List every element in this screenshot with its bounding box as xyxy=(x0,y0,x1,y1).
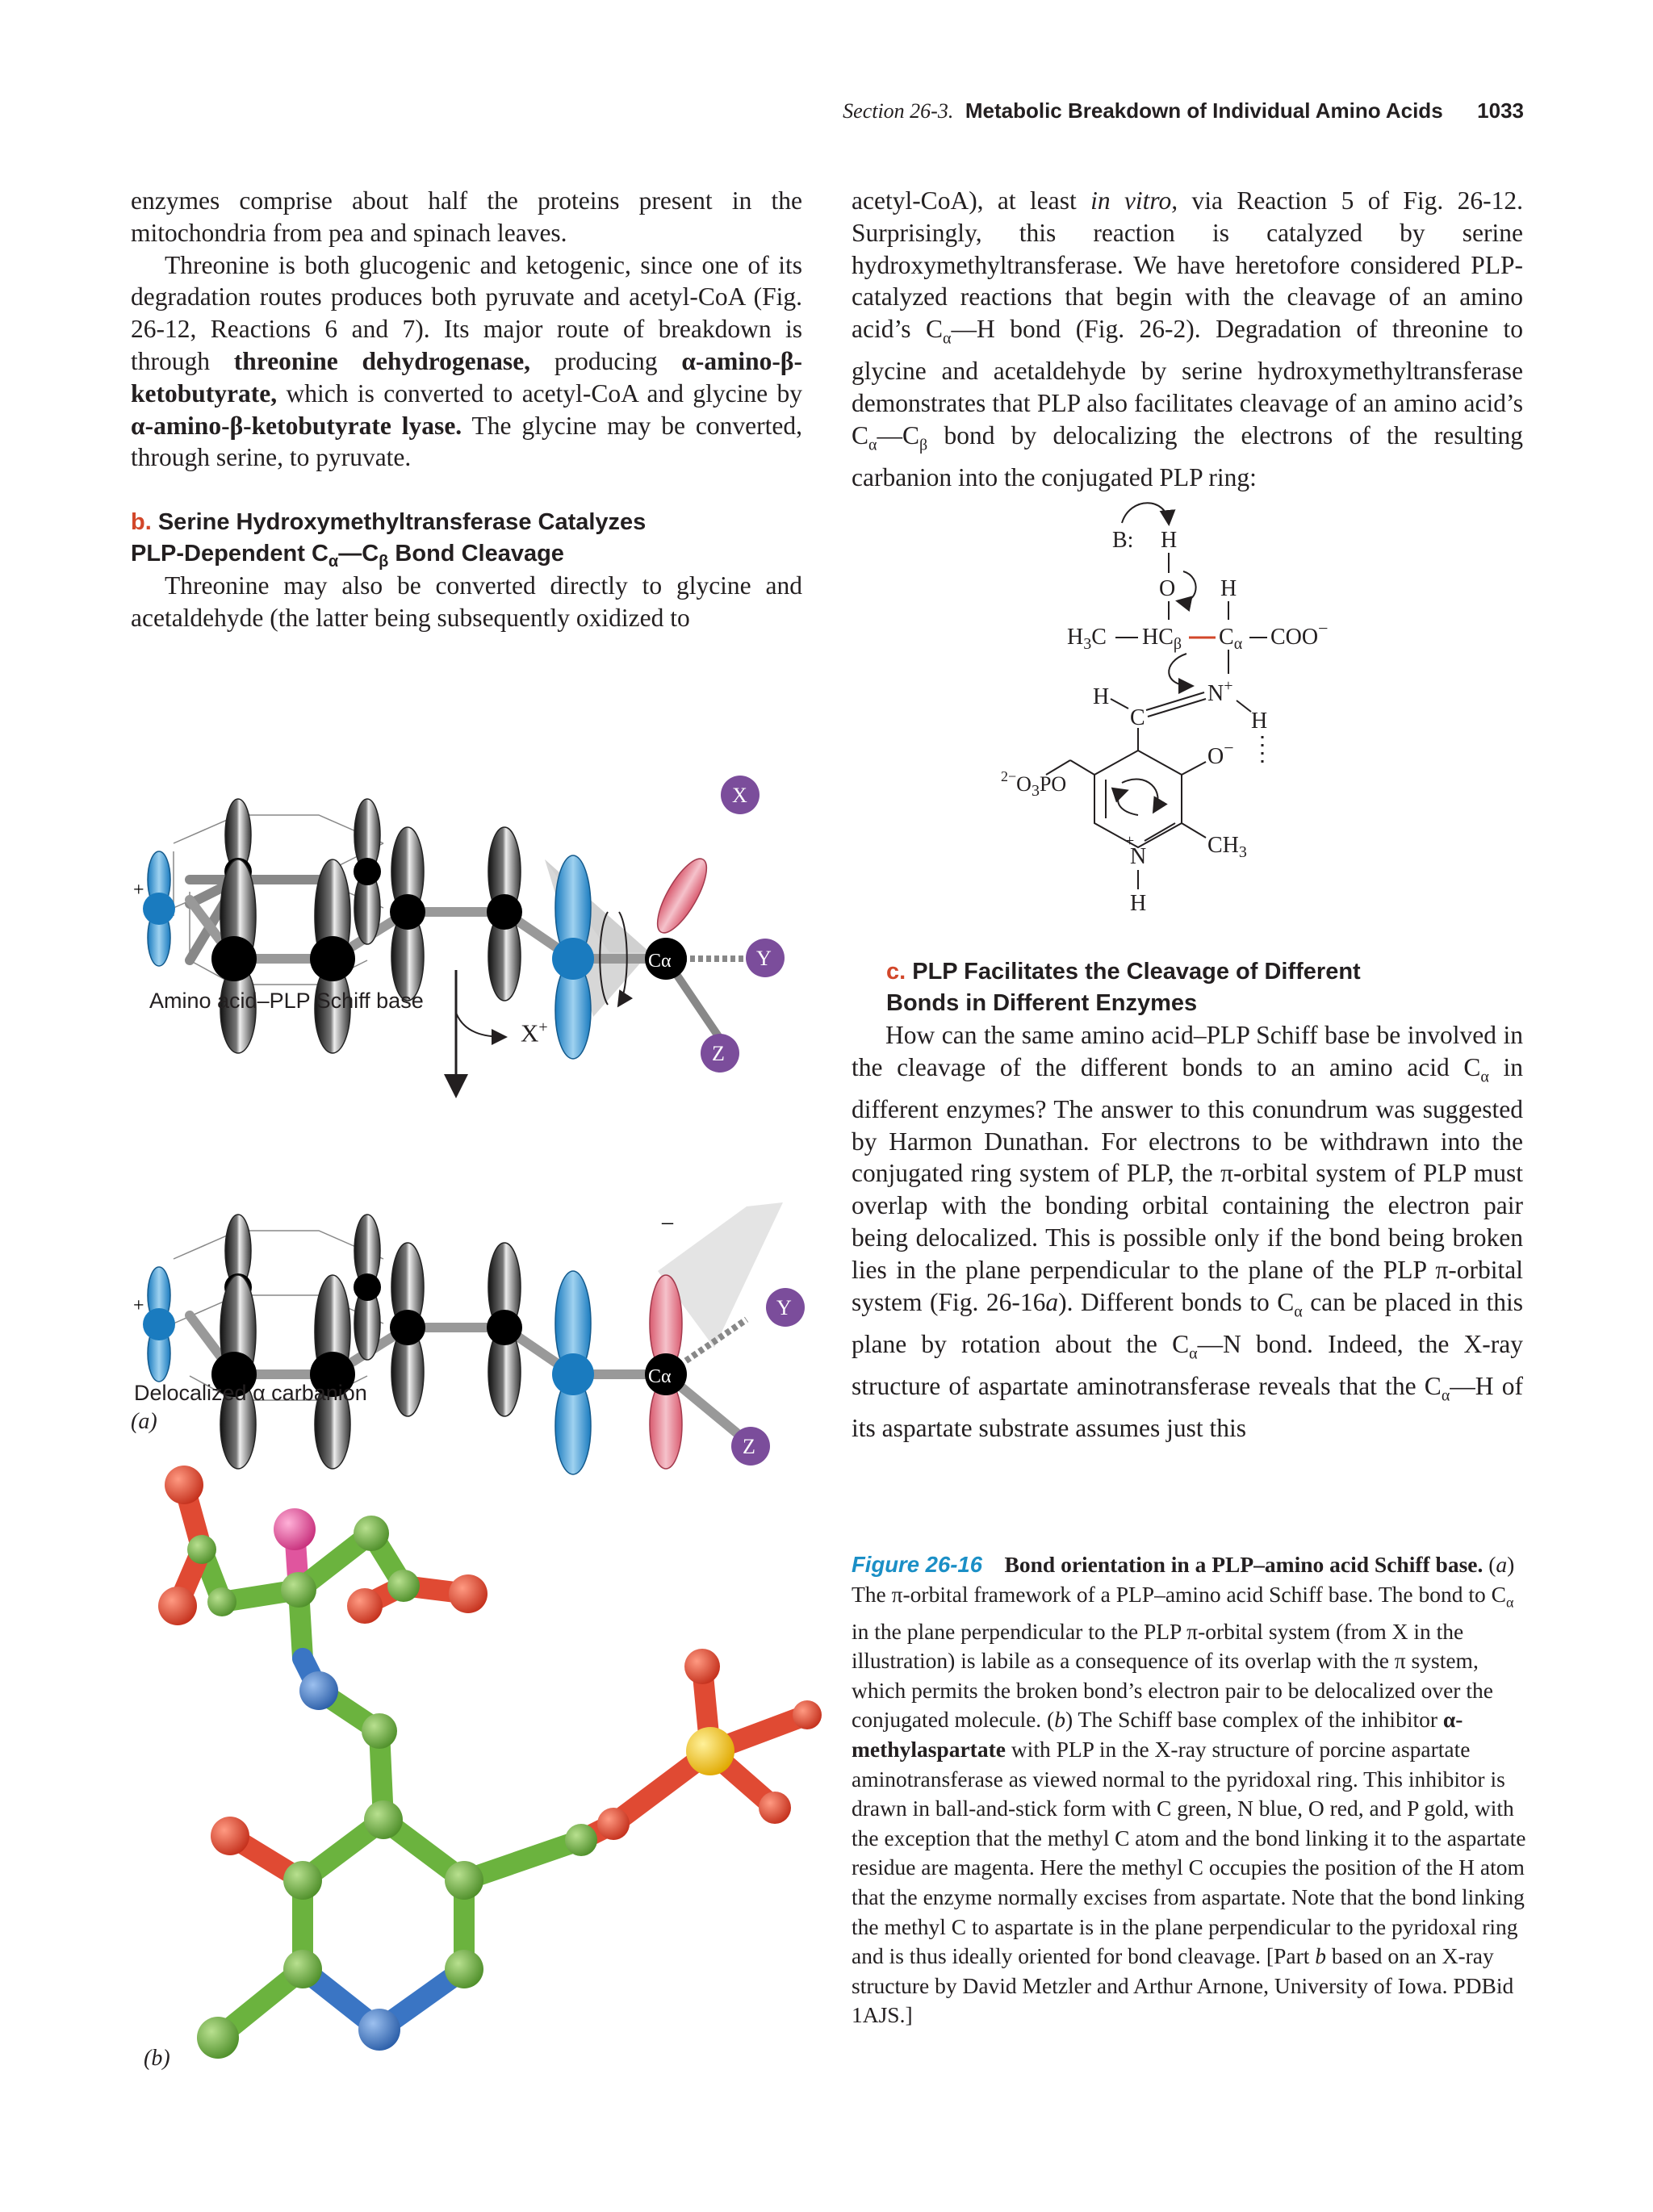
y-substituent: Y xyxy=(776,1296,792,1319)
curved-arrow xyxy=(1178,571,1196,601)
carboxylate: COO− xyxy=(1270,618,1329,650)
paragraph: Threonine is both glucogenic and ketogenic, since one of its degradation routes produces both pyruvate and acetyl-CoA (Fig. 26-12, Reactions 6 and 7). Its major route of breakdown is through threonine dehydrogenase, producing α-amino-β-ketobutyrate, which is converted to acetyl-CoA and glycine by α-amino-β-ketobutyrate lyase. The glycine may be converted, through serine, to pyruvate. xyxy=(131,250,802,472)
c-alpha: $C_\alpha$ xyxy=(1219,625,1243,653)
c-alpha-label: Cα xyxy=(648,951,672,972)
ring-nitrogen: N xyxy=(1130,844,1147,869)
h-atom: H xyxy=(1251,709,1268,734)
h-atom: H xyxy=(1220,576,1237,601)
methyl-group: $H_3C$ xyxy=(1067,625,1107,653)
z-substituent: Z xyxy=(712,1042,725,1065)
pyridine-ring xyxy=(1094,751,1182,847)
figure-26-16b xyxy=(161,1453,839,2098)
svg-text:+: + xyxy=(133,1295,144,1316)
h-atom: H xyxy=(1130,891,1147,916)
paragraph: enzymes comprise about half the proteins present in the mitochondria from pea and spinach leaves. xyxy=(131,186,802,247)
o-atom: O xyxy=(1159,576,1176,601)
ball-and-stick-model xyxy=(158,1466,822,2059)
carbanion-label: Delocalized α carbanion xyxy=(134,1381,367,1405)
left-column-text-2 xyxy=(131,570,802,634)
subhead-letter: c. xyxy=(886,959,906,985)
phosphate-group: $^{2-}O_3PO$ xyxy=(1001,768,1067,800)
h-atom: H xyxy=(1161,528,1178,553)
curved-arrow xyxy=(1122,779,1157,811)
subhead-c: c. PLP Facilitates the Cleavage of Different Bonds in Different Enzymes xyxy=(886,959,1361,1016)
z-substituent: Z xyxy=(743,1435,755,1458)
right-column-text-2 xyxy=(852,1019,1523,1445)
page-number: 1033 xyxy=(1477,98,1524,123)
phenolate-oxygen: O− xyxy=(1207,738,1234,769)
c-beta: $HC_\beta$ xyxy=(1142,625,1182,653)
x-substituent: X xyxy=(732,784,747,807)
carbanion-orbitals xyxy=(133,1202,805,1474)
part-b-label: (b) xyxy=(144,2046,170,2071)
base-label: B: xyxy=(1112,528,1134,553)
ring-methyl: $CH_3$ xyxy=(1207,833,1247,861)
curved-arrow xyxy=(1169,654,1191,686)
h-atom: H xyxy=(1093,684,1110,709)
svg-text:+: + xyxy=(133,880,144,901)
imine-nitrogen: N+ xyxy=(1207,677,1233,706)
schiff-base-label: Amino acid–PLP Schiff base xyxy=(149,989,424,1013)
ring-plus: + xyxy=(1125,832,1135,850)
right-column-text xyxy=(852,185,1523,494)
subhead-letter: b. xyxy=(131,509,152,535)
reagent-label: X+ xyxy=(521,1018,548,1047)
charge-minus: – xyxy=(662,1210,673,1235)
paragraph: How can the same amino acid–PLP Schiff base be involved in the cleavage of the different bonds to an amino acid $C_\alpha$ in different enzymes? The answer to this conundrum was suggested by Harmon Dunathan. For electrons to be withdrawn into the conjugated ring system of PLP, the π-orbital system of PLP must overlap with the bonding orbital containing the electron pair being delocalized. This is possible only if the bond being broken lies in the plane perpendicular to the plane of the PLP π-orbital system (Fig. 26-16a). Different bonds to $C_\alpha$ can be placed in this plane by rotation about the $C_\alpha—N$ bond. Indeed, the X-ray structure of aspartate aminotransferase reveals that the $C_\alpha—H$ of its aspartate substrate assumes just this xyxy=(852,1021,1524,1442)
schiff-base-orbitals xyxy=(133,776,785,1073)
running-header xyxy=(843,98,1524,123)
plp-cleavage-scheme xyxy=(1001,492,1364,916)
paragraph: Threonine may also be converted directly to glycine and acetaldehyde (the latter being subsequently oxidized to xyxy=(131,571,802,632)
section-number: Section 26-3. xyxy=(843,99,954,123)
caption-title: Bond orientation in a PLP–amino acid Schiff base. xyxy=(1004,1552,1484,1577)
paragraph: acetyl-CoA), at least in vitro, via Reaction 5 of Fig. 26-12. Surprisingly, this reaction is catalyzed by serine hydroxymethyltransferase. We have heretofore considered PLP-catalyzed reactions that begin with the cleavage of an amino acid’s $C_\alpha—H$ bond (Fig. 26-2). Degradation of threonine to glycine and acetaldehyde by serine hydroxymethyltransferase demonstrates that PLP also facilitates cleavage of an amino acid’s $C_\alpha—C_\beta$ bond by delocalizing the electrons of the resulting carbanion into the conjugated PLP ring: xyxy=(852,186,1523,491)
curved-arrow xyxy=(1118,791,1138,815)
figure-number: Figure 26-16 xyxy=(852,1552,983,1577)
figure-caption: Figure 26-16 Bond orientation in a PLP–amino acid Schiff base. (a) The π-orbital framework of a PLP–amino acid Schiff base. The bond to $C_\alpha$ in the plane perpendicular to the PLP π-orbital system (from X in the illustration) is labile as a consequence of its overlap with the π system, which permits the broken bond’s electron pair to be delocalized over the conjugated molecule. (b) The Schiff base complex of the inhibitor α-methylaspartate with PLP in the X-ray structure of porcine aspartate aminotransferase as viewed normal to the pyridoxal ring. This inhibitor is drawn in ball-and-stick form with C green, N blue, O red, and P gold, with the exception that the methyl C atom and the bond linking it to the aspartate residue are magenta. Here the methyl C occupies the position of the H atom that the enzyme normally excises from aspartate. Note that the bond linking the methyl C to aspartate is in the plane perpendicular to the pyridoxal ring and is thus ideally oriented for bond cleavage. [Part b based on an X-ray structure by David Metzler and Arthur Arnone, University of Iowa. PDBid 1AJS.] xyxy=(852,1552,1526,2028)
left-column-text xyxy=(131,185,802,474)
subhead-b: b. Serine Hydroxymethyltransferase Catalyzes PLP-Dependent $C_\alpha—C_\beta$ Bond Cleavage xyxy=(131,509,647,571)
figure-26-16a xyxy=(125,710,819,1458)
curved-arrow xyxy=(1122,503,1169,523)
y-substituent: Y xyxy=(756,947,772,970)
c-alpha-label: Cα xyxy=(648,1366,672,1387)
part-a-label: (a) xyxy=(131,1409,157,1434)
section-title: Metabolic Breakdown of Individual Amino Acids xyxy=(965,98,1443,123)
imine-carbon: C xyxy=(1130,705,1145,730)
